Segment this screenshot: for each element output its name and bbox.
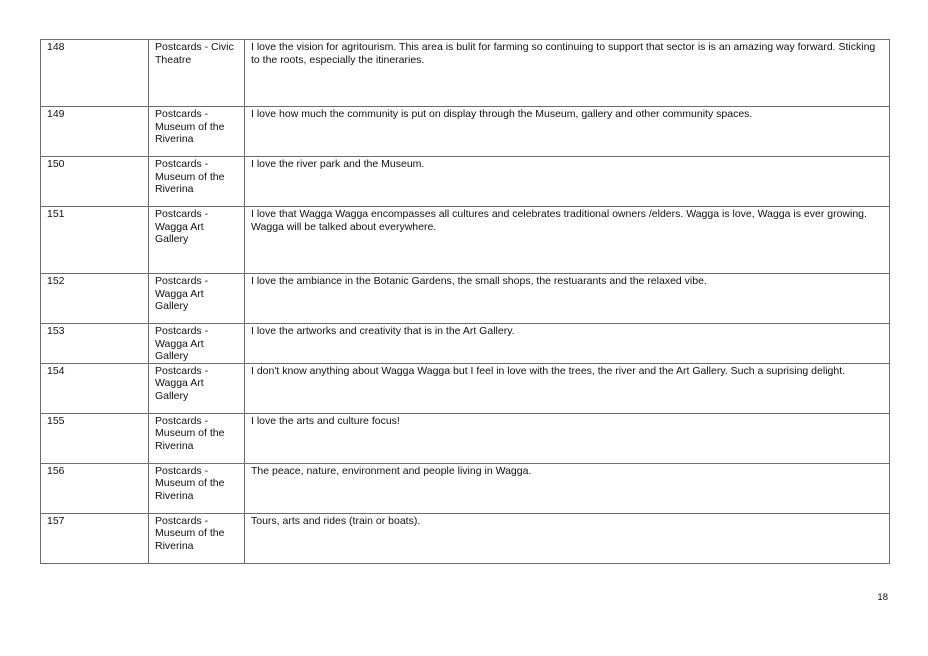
row-comment: Tours, arts and rides (train or boats). bbox=[245, 513, 890, 563]
row-comment: I love the artworks and creativity that is in the Art Gallery. bbox=[245, 324, 890, 364]
table-row bbox=[41, 513, 890, 563]
row-source: Postcards - Wagga Art Gallery bbox=[149, 324, 245, 364]
row-comment: I love the river park and the Museum. bbox=[245, 157, 890, 207]
table-row bbox=[41, 463, 890, 513]
row-id: 152 bbox=[41, 274, 149, 324]
row-source: Postcards - Museum of the Riverina bbox=[149, 107, 245, 157]
row-source: Postcards - Museum of the Riverina bbox=[149, 413, 245, 463]
row-source: Postcards - Museum of the Riverina bbox=[149, 157, 245, 207]
row-source: Postcards - Wagga Art Gallery bbox=[149, 274, 245, 324]
row-id: 157 bbox=[41, 513, 149, 563]
row-id: 151 bbox=[41, 207, 149, 274]
row-source: Postcards - Museum of the Riverina bbox=[149, 463, 245, 513]
row-source: Postcards - Wagga Art Gallery bbox=[149, 363, 245, 413]
row-source: Postcards - Wagga Art Gallery bbox=[149, 207, 245, 274]
table-row bbox=[41, 413, 890, 463]
table-row bbox=[41, 207, 890, 274]
row-id: 148 bbox=[41, 40, 149, 107]
row-comment: I love that Wagga Wagga encompasses all cultures and celebrates traditional owners /elders. Wagga is love, Wagga is ever growing. Wagga will be talked about everywhere. bbox=[245, 207, 890, 274]
row-comment: I love how much the community is put on display through the Museum, gallery and other community spaces. bbox=[245, 107, 890, 157]
row-source: Postcards - Museum of the Riverina bbox=[149, 513, 245, 563]
row-id: 155 bbox=[41, 413, 149, 463]
row-id: 156 bbox=[41, 463, 149, 513]
row-source: Postcards - Civic Theatre bbox=[149, 40, 245, 107]
row-id: 154 bbox=[41, 363, 149, 413]
row-id: 149 bbox=[41, 107, 149, 157]
table-row bbox=[41, 363, 890, 413]
table-row bbox=[41, 274, 890, 324]
row-id: 153 bbox=[41, 324, 149, 364]
table-row bbox=[41, 157, 890, 207]
comments-table bbox=[40, 39, 890, 564]
row-comment: I love the vision for agritourism. This area is bulit for farming so continuing to support that sector is is an amazing way forward. Sticking to the roots, especially the itineraries. bbox=[245, 40, 890, 107]
row-comment: I don't know anything about Wagga Wagga but I feel in love with the trees, the river and the Art Gallery. Such a suprising delight. bbox=[245, 363, 890, 413]
table-row bbox=[41, 40, 890, 107]
row-id: 150 bbox=[41, 157, 149, 207]
page-number: 18 bbox=[877, 592, 888, 603]
table-row bbox=[41, 107, 890, 157]
table-row bbox=[41, 324, 890, 364]
row-comment: I love the ambiance in the Botanic Gardens, the small shops, the restuarants and the relaxed vibe. bbox=[245, 274, 890, 324]
row-comment: The peace, nature, environment and people living in Wagga. bbox=[245, 463, 890, 513]
row-comment: I love the arts and culture focus! bbox=[245, 413, 890, 463]
